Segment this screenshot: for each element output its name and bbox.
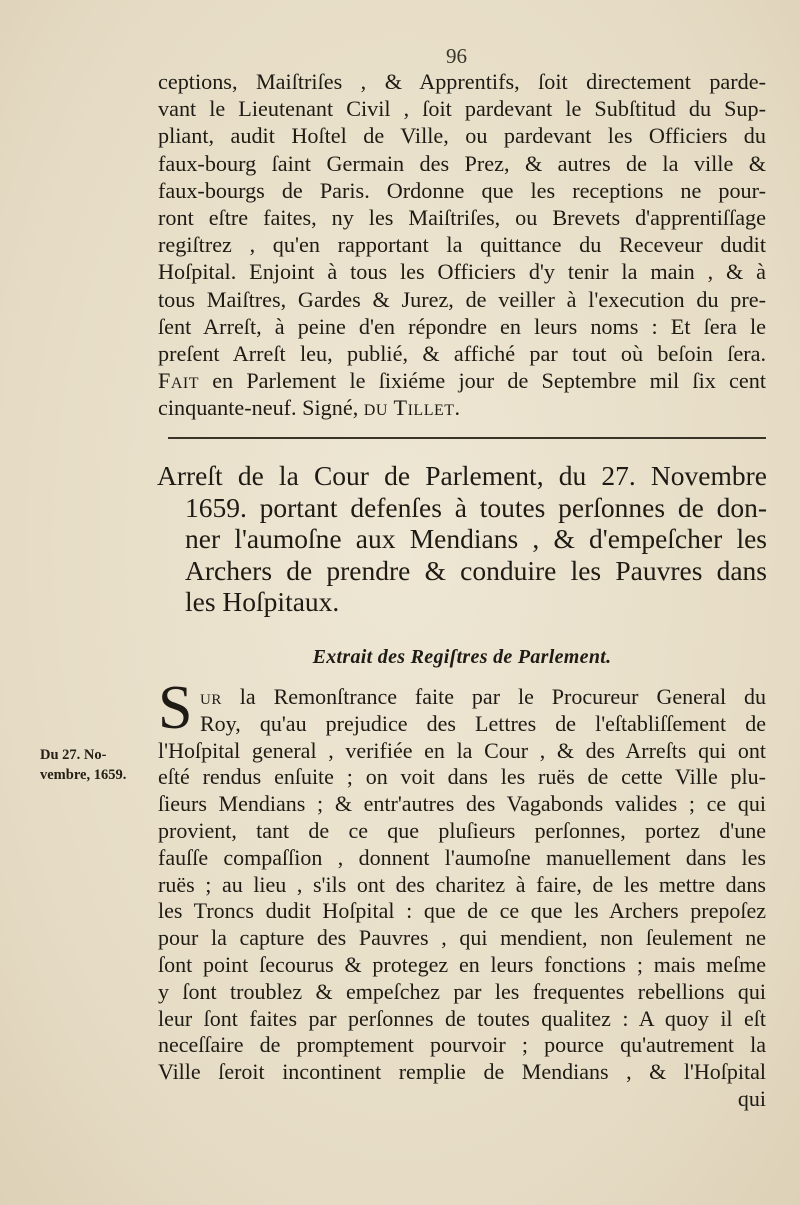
text-line: faux-bourgs de Paris. Ordonne que les receptions ne pour- (158, 177, 766, 203)
section-divider (168, 437, 766, 439)
signature-name: du Tillet. (363, 395, 461, 421)
text-line: eſté rendus enſuite ; on voit dans les ruës de cette Ville plu- (158, 764, 766, 790)
text-line: les Troncs dudit Hoſpital : que de ce que les Archers prepoſez (158, 898, 766, 924)
first-word-smallcaps: ur (200, 684, 222, 709)
text-line: preſent Arreſt leu, publié, & affiché par tout où beſoin ſera. (158, 341, 766, 367)
text-line: ceptions, Maiſtriſes , & Apprentifs, ſoit directement parde- (158, 69, 766, 94)
text-line: leur ſont faites par perſonnes de toutes qualitez : A quoy il eſt (158, 1005, 766, 1031)
text-line: faux-bourg ſaint Germain des Prez, & autres de la ville & (158, 150, 766, 176)
signature-prefix: cinquante-neuf. Signé, (158, 395, 364, 421)
catchword: qui (737, 1085, 766, 1111)
fait-rest: en Parlement le ſixiéme jour de Septembre mil ſix cent (199, 368, 766, 394)
text-line: ront eſtre faites, ny les Maiſtriſes, ou Brevets d'apprentiſſage (158, 205, 766, 231)
page-number: 96 (446, 44, 467, 68)
margin-date-note (40, 745, 152, 785)
previous-decree-paragraph (158, 68, 766, 422)
text-line: tous Maiſtres, Gardes & Jurez, de veiller à l'execution du pre- (158, 286, 766, 312)
heading-line: les Hoſpitaux. (185, 586, 340, 617)
heading-line: ner l'aumoſne aux Mendians , & d'empeſcher les (185, 523, 767, 554)
heading-line: 1659. portant defenſes à toutes perſonnes de don- (185, 491, 767, 523)
fait-word: Fait (158, 368, 199, 394)
text-line: ſent Arreſt, à peine d'en répondre en leurs noms : Et ſera le (158, 313, 766, 339)
first-line-rest: la Remonſtrance faite par le Procureur General du (221, 684, 766, 709)
text-line: Ville ſeroit incontinent remplie de Mendians , & l'Hoſpital (158, 1059, 766, 1085)
text-line: neceſſaire de promptement pourvoir ; pource qu'autrement la (158, 1032, 766, 1058)
text-line: ruës ; au lieu , s'ils ont des charitez à faire, de les mettre dans (158, 871, 766, 897)
margin-note-line: vembre, 1659. (40, 767, 127, 783)
text-line: ſieurs Mendians ; & entr'autres des Vagabonds valides ; ce qui (158, 791, 766, 817)
text-line: provient, tant de ce que pluſieurs perſonnes, portez d'une (158, 817, 766, 843)
text-line: Hoſpital. Enjoint à tous les Officiers d'y tenir la main , & à (158, 259, 766, 285)
text-line: regiſtrez , qu'en rapportant la quittance du Receveur dudit (158, 232, 766, 258)
drop-cap: S (158, 674, 193, 742)
margin-note-line: Du 27. No- (40, 747, 107, 763)
heading-line: Arreſt de la Cour de Parlement, du 27. Novembre (157, 460, 767, 491)
heading-line: Archers de prendre & conduire les Pauvres dans (185, 554, 767, 586)
text-line: fauſſe compaſſion , donnent l'aumoſne manuellement dans les (158, 844, 766, 870)
signature-line (158, 394, 766, 421)
text-line: y ſont troublez & empeſchez par les frequentes rebellions qui (158, 978, 766, 1004)
text-line (158, 684, 766, 711)
text-line: Roy, qu'au prejudice des Lettres de l'eſtabliſſement de (200, 710, 766, 736)
text-line: pliant, audit Hoſtel de Ville, ou pardevant les Officiers du (158, 123, 766, 149)
text-line: ſont point ſecourus & protegez en leurs fonctions ; mais meſme (158, 951, 766, 977)
text-line: pour la capture des Pauvres , qui mendient, non ſeulement ne (158, 925, 766, 951)
text-line: l'Hoſpital general , verifiée en la Cour , & des Arreſts qui ont (158, 737, 766, 763)
decree-heading (157, 460, 767, 618)
fait-line (158, 367, 766, 394)
decree-body (158, 684, 766, 1113)
extract-title: Extrait des Regiſtres de Parlement. (312, 646, 612, 668)
text-line: vant le Lieutenant Civil , ſoit pardevant le Subſtitud du Sup- (158, 96, 766, 122)
